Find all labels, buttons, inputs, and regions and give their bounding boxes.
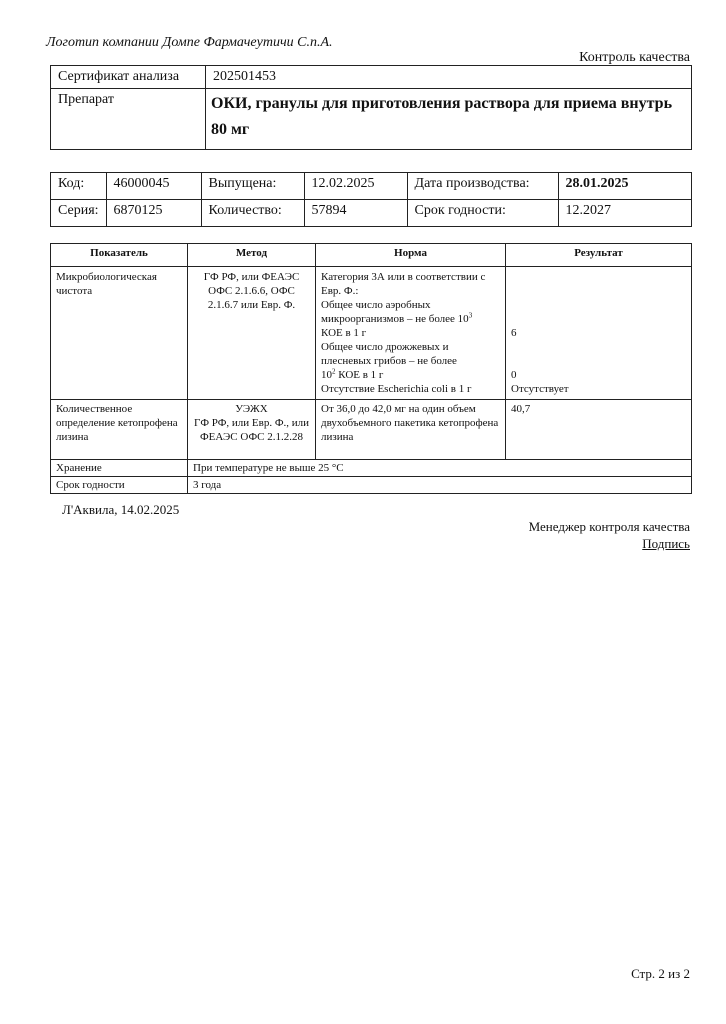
result-yeast: 0 — [511, 369, 517, 381]
micro-result — [506, 267, 692, 400]
production-date-value: 28.01.2025 — [558, 173, 691, 200]
results-table — [50, 243, 692, 494]
micro-method: ГФ РФ, или ФЕАЭС ОФС 2.1.6.6, ОФС 2.1.6.7 или Евр. Ф. — [188, 267, 316, 400]
assay-row — [51, 400, 692, 460]
expiry-value: 12.2027 — [558, 200, 691, 227]
cert-row — [51, 66, 692, 89]
norm-ecoli: Отсутствие Escherichia coli в 1 г — [321, 383, 472, 395]
page-number: Стр. 2 из 2 — [631, 966, 690, 981]
norm-yeast: Общее число дрожжевых и плесневых грибов – не более — [321, 341, 457, 367]
header-norm: Норма — [316, 244, 506, 267]
company-logo-text: Логотип компании Домпе Фармачеутичи С.п.А. — [46, 35, 333, 50]
norm-unit: КОЕ в 1 г — [321, 327, 367, 339]
header-indicator: Показатель — [51, 244, 188, 267]
shelf-row — [51, 477, 692, 494]
norm-aerobic-exponent: 3 — [468, 311, 473, 320]
department-title: Контроль качества — [579, 50, 690, 65]
assay-norm: От 36,0 до 42,0 мг на один объем двухобъемного пакетика кетопрофена лизина — [316, 400, 506, 460]
cert-label: Сертификат анализа — [51, 66, 206, 89]
norm-category: Категория 3А или в соответствии с Евр. Ф.: — [321, 271, 486, 297]
code-value: 46000045 — [106, 173, 201, 200]
norm-yeast-base: 10 — [321, 369, 332, 381]
series-label: Серия: — [51, 200, 107, 227]
expiry-label: Срок годности: — [407, 200, 558, 227]
header-result: Результат — [506, 244, 692, 267]
place-date: Л'Аквила, 14.02.2025 — [62, 502, 180, 517]
assay-result: 40,7 — [506, 400, 692, 460]
batch-row-1 — [51, 173, 692, 200]
assay-indicator: Количественное определение кетопрофена лизина — [51, 400, 188, 460]
storage-label: Хранение — [51, 460, 188, 477]
batch-row-2 — [51, 200, 692, 227]
storage-value: При температуре не выше 25 °C — [188, 460, 692, 477]
norm-yeast-unit: КОЕ в 1 г — [335, 369, 384, 381]
assay-method-2: ГФ РФ, или Евр. Ф., или ФЕАЭС ОФС 2.1.2.28 — [193, 417, 310, 443]
released-label: Выпущена: — [201, 173, 304, 200]
product-label: Препарат — [51, 89, 206, 150]
certificate-table — [50, 65, 692, 150]
batch-table — [50, 172, 692, 227]
product-row — [51, 89, 692, 150]
micro-row — [51, 267, 692, 400]
norm-aerobic: Общее число аэробных микроорганизмов – не более 10 — [321, 299, 469, 325]
cert-number: 202501453 — [206, 66, 692, 89]
micro-norm — [316, 267, 506, 400]
shelf-value: 3 года — [188, 477, 692, 494]
released-value: 12.02.2025 — [304, 173, 407, 200]
series-value: 6870125 — [106, 200, 201, 227]
product-name: ОКИ, гранулы для приготовления раствора для приема внутрь 80 мг — [206, 89, 692, 150]
results-header-row — [51, 244, 692, 267]
production-date-label: Дата производства: — [407, 173, 558, 200]
assay-method-1: УЭЖХ — [235, 403, 268, 415]
norm-yeast-exponent: 2 — [332, 367, 336, 376]
storage-row — [51, 460, 692, 477]
micro-indicator: Микробиологическая чистота — [51, 267, 188, 400]
quantity-label: Количество: — [201, 200, 304, 227]
signature-line: Подпись — [642, 536, 690, 551]
manager-title: Менеджер контроля качества — [528, 519, 690, 534]
result-ecoli: Отсутствует — [511, 383, 569, 395]
result-aerobic: 6 — [511, 327, 517, 339]
shelf-label: Срок годности — [51, 477, 188, 494]
header-method: Метод — [188, 244, 316, 267]
assay-method — [188, 400, 316, 460]
quantity-value: 57894 — [304, 200, 407, 227]
code-label: Код: — [51, 173, 107, 200]
